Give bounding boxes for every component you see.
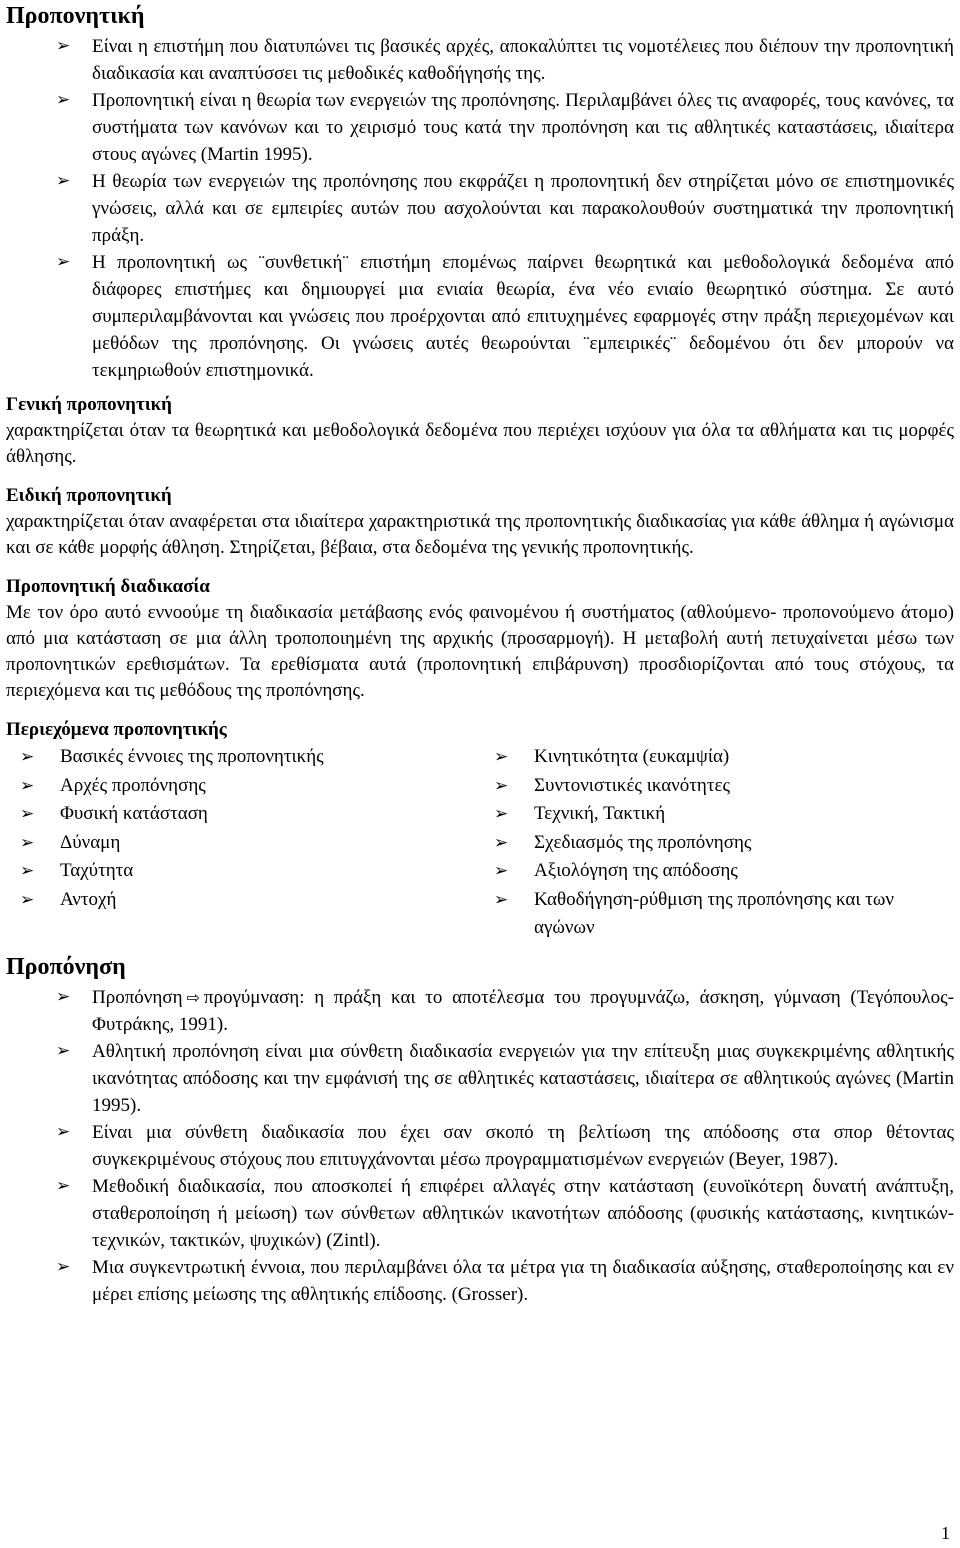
list-item: ➢ Τεχνική, Τακτική: [480, 800, 954, 829]
arrow-bullet-icon: ➢: [56, 90, 71, 110]
contents-left-column: [6, 743, 480, 943]
list-item: ➢ Δύναμη: [6, 829, 480, 858]
arrow-bullet-icon: ➢: [56, 1175, 71, 1196]
arrow-bullet-icon: ➢: [494, 775, 509, 796]
arrow-bullet-icon: ➢: [56, 1040, 71, 1061]
section-title-proponitiki: Προπονητική: [6, 3, 145, 29]
arrow-bullet-icon: ➢: [56, 171, 71, 191]
list-item: ➢ Βασικές έννοιες της προπονητικής: [6, 743, 480, 772]
list-item: ➢ Καθοδήγηση-ρύθμιση της προπόνησης και των αγώνων: [480, 886, 954, 943]
arrow-bullet-icon: ➢: [494, 832, 509, 853]
arrow-bullet-icon: ➢: [56, 36, 71, 56]
arrow-bullet-icon: ➢: [56, 252, 71, 272]
section-title-geniki: Γενική προπονητική: [6, 394, 172, 415]
arrow-bullet-icon: ➢: [494, 747, 509, 767]
section-title-eidiki: Ειδική προπονητική: [6, 485, 172, 506]
arrow-bullet-icon: ➢: [56, 1256, 71, 1277]
list-item: ➢ Προπόνηση ⇨ προγύμναση: η πράξη και το αποτέλεσμα του προγυμνάζω, άσκηση, γύμναση (Τεγόπουλος-Φυτράκης, 1991).: [6, 984, 954, 1038]
list-item: ➢ Σχεδιασμός της προπόνησης: [480, 829, 954, 858]
arrow-bullet-icon: ➢: [20, 747, 35, 767]
arrow-bullet-icon: ➢: [56, 986, 71, 1007]
list-item: ➢ Ταχύτητα: [6, 857, 480, 886]
page-number: 1: [941, 1523, 950, 1543]
paragraph-geniki: χαρακτηρίζεται όταν τα θεωρητικά και μεθοδολογικά δεδομένα που περιέχει ισχύουν για όλα τα αθλήματα και τις μορφές άθλησης.: [6, 420, 954, 467]
list-item: ➢ Είναι η επιστήμη που διατυπώνει τις βασικές αρχές, αποκαλύπτει τις νομοτέλειες που διέπουν την προπονητική διαδικασία και αναπτύσσει τις μεθοδικές καθοδήγησής της.: [6, 33, 954, 87]
list-item: ➢ Είναι μια σύνθετη διαδικασία που έχει σαν σκοπό τη βελτίωση της απόδοσης στα σπορ θέτοντας συγκεκριμένους στόχους που επιτυγχάνονται μέσω προγραμματισμένων ενεργειών (Beyer, 1987).: [6, 1119, 954, 1173]
document-page: [0, 2, 960, 1548]
bullet-list-proponisi: [6, 984, 954, 1308]
list-item: ➢ Κινητικότητα (ευκαμψία): [480, 743, 954, 772]
contents-right-column: [480, 743, 954, 943]
arrow-bullet-icon: ➢: [20, 804, 35, 824]
bullet-list-proponitiki: [6, 33, 954, 384]
arrow-bullet-icon: ➢: [56, 1121, 71, 1142]
list-item: ➢ Αθλητική προπόνηση είναι μια σύνθετη διαδικασία ενεργειών για την επίτευξη μιας συγκεκριμένης αθλητικής ικανότητας απόδοσης και την εμφάνισή της σε αθλητικές καταστάσεις, ιδιαίτερα σε αθλητικούς αγώνες (Martin 1995).: [6, 1038, 954, 1119]
right-arrow-icon: ⇨: [186, 987, 200, 1007]
paragraph-diadikasia: Με τον όρο αυτό εννοούμε τη διαδικασία μετάβασης ενός φαινομένου ή συστήματος (αθλούμενο- προπονούμενο άτομο) από μια κατάσταση σε μια άλλη τροποποιημένη της αρχικής (προσαρμογή). Η μεταβολή αυτή πετυχαίνεται μέσω των προπονητικών ερεθισμάτων. Τα ερεθίσματα αυτά (προπονητική επιβάρυνση) προσδιορίζονται από τους στόχους, τα περιεχόμενα και τις μεθόδους της προπόνησης.: [6, 602, 954, 701]
paragraph-eidiki: χαρακτηρίζεται όταν αναφέρεται στα ιδιαίτερα χαρακτηριστικά της προπονητικής διαδικασίας για κάθε άθλημα ή αγώνισμα και σε κάθε μορφής άθληση. Στηρίζεται, βέβαια, στα δεδομένα της γενικής προπονητικής.: [6, 511, 954, 558]
list-item: ➢ Αντοχή: [6, 886, 480, 915]
section-title-diadikasia: Προπονητική διαδικασία: [6, 576, 210, 597]
contents-two-column-list: [6, 743, 954, 943]
arrow-bullet-icon: ➢: [20, 861, 35, 881]
list-item: ➢ Αρχές προπόνησης: [6, 772, 480, 801]
arrow-bullet-icon: ➢: [20, 775, 35, 796]
section-title-periexomena: Περιεχόμενα προπονητικής: [6, 719, 227, 740]
section-title-proponisi: Προπόνηση: [6, 953, 126, 980]
arrow-bullet-icon: ➢: [494, 889, 509, 910]
list-item: ➢ Αξιολόγηση της απόδοσης: [480, 857, 954, 886]
list-item: ➢ Η προπονητική ως ¨συνθετική¨ επιστήμη επομένως παίρνει θεωρητικά και μεθοδολογικά δεδομένα από διάφορες επιστήμες και δημιουργεί μια ενιαία θεωρία, ένα νέο ενιαίο θεωρητικό σύστημα. Σε αυτό συμπεριλαμβάνονται και γνώσεις που προέρχονται από επιτυχημένες εφαρμογές στην πράξη περιεχομένων και μεθόδων της προπόνησης. Οι γνώσεις αυτές θεωρούνται ¨εμπειρικές¨ δεδομένου ότι δεν μπορούν να τεκμηριωθούν επιστημονικά.: [6, 249, 954, 384]
arrow-bullet-icon: ➢: [494, 804, 509, 824]
list-item: ➢ Συντονιστικές ικανότητες: [480, 772, 954, 801]
list-item: ➢ Προπονητική είναι η θεωρία των ενεργειών της προπόνησης. Περιλαμβάνει όλες τις αναφορές, τους κανόνες, τα συστήματα των κανόνων και το χειρισμό τους κατά την προπόνηση και τις αθλητικές καταστάσεις, ιδιαίτερα στους αγώνες (Martin 1995).: [6, 87, 954, 168]
list-item: ➢ Φυσική κατάσταση: [6, 800, 480, 829]
list-item: ➢ Μεθοδική διαδικασία, που αποσκοπεί ή επιφέρει αλλαγές στην κατάσταση (ευνοϊκότερη δυνατή ανάπτυξη, σταθεροποίηση ή μείωση) των σύνθετων αθλητικών ικανοτήτων απόδοσης (φυσικής κατάστασης, κινητικών-τεχνικών, τακτικών, ψυχικών) (Zintl).: [6, 1173, 954, 1254]
arrow-bullet-icon: ➢: [494, 861, 509, 881]
arrow-bullet-icon: ➢: [20, 889, 35, 910]
list-item: ➢ Η θεωρία των ενεργειών της προπόνησης που εκφράζει η προπονητική δεν στηρίζεται μόνο σε επιστημονικές γνώσεις, αλλά και σε εμπειρίες αυτών που ασχολούνται και παρακολουθούν συστηματικά την προπονητική πράξη.: [6, 168, 954, 249]
arrow-bullet-icon: ➢: [20, 832, 35, 853]
list-item: ➢ Μια συγκεντρωτική έννοια, που περιλαμβάνει όλα τα μέτρα για τη διαδικασία αύξησης, σταθεροποίησης και εν μέρει επίσης μείωσης της αθλητικής επίδοσης. (Grosser).: [6, 1254, 954, 1308]
